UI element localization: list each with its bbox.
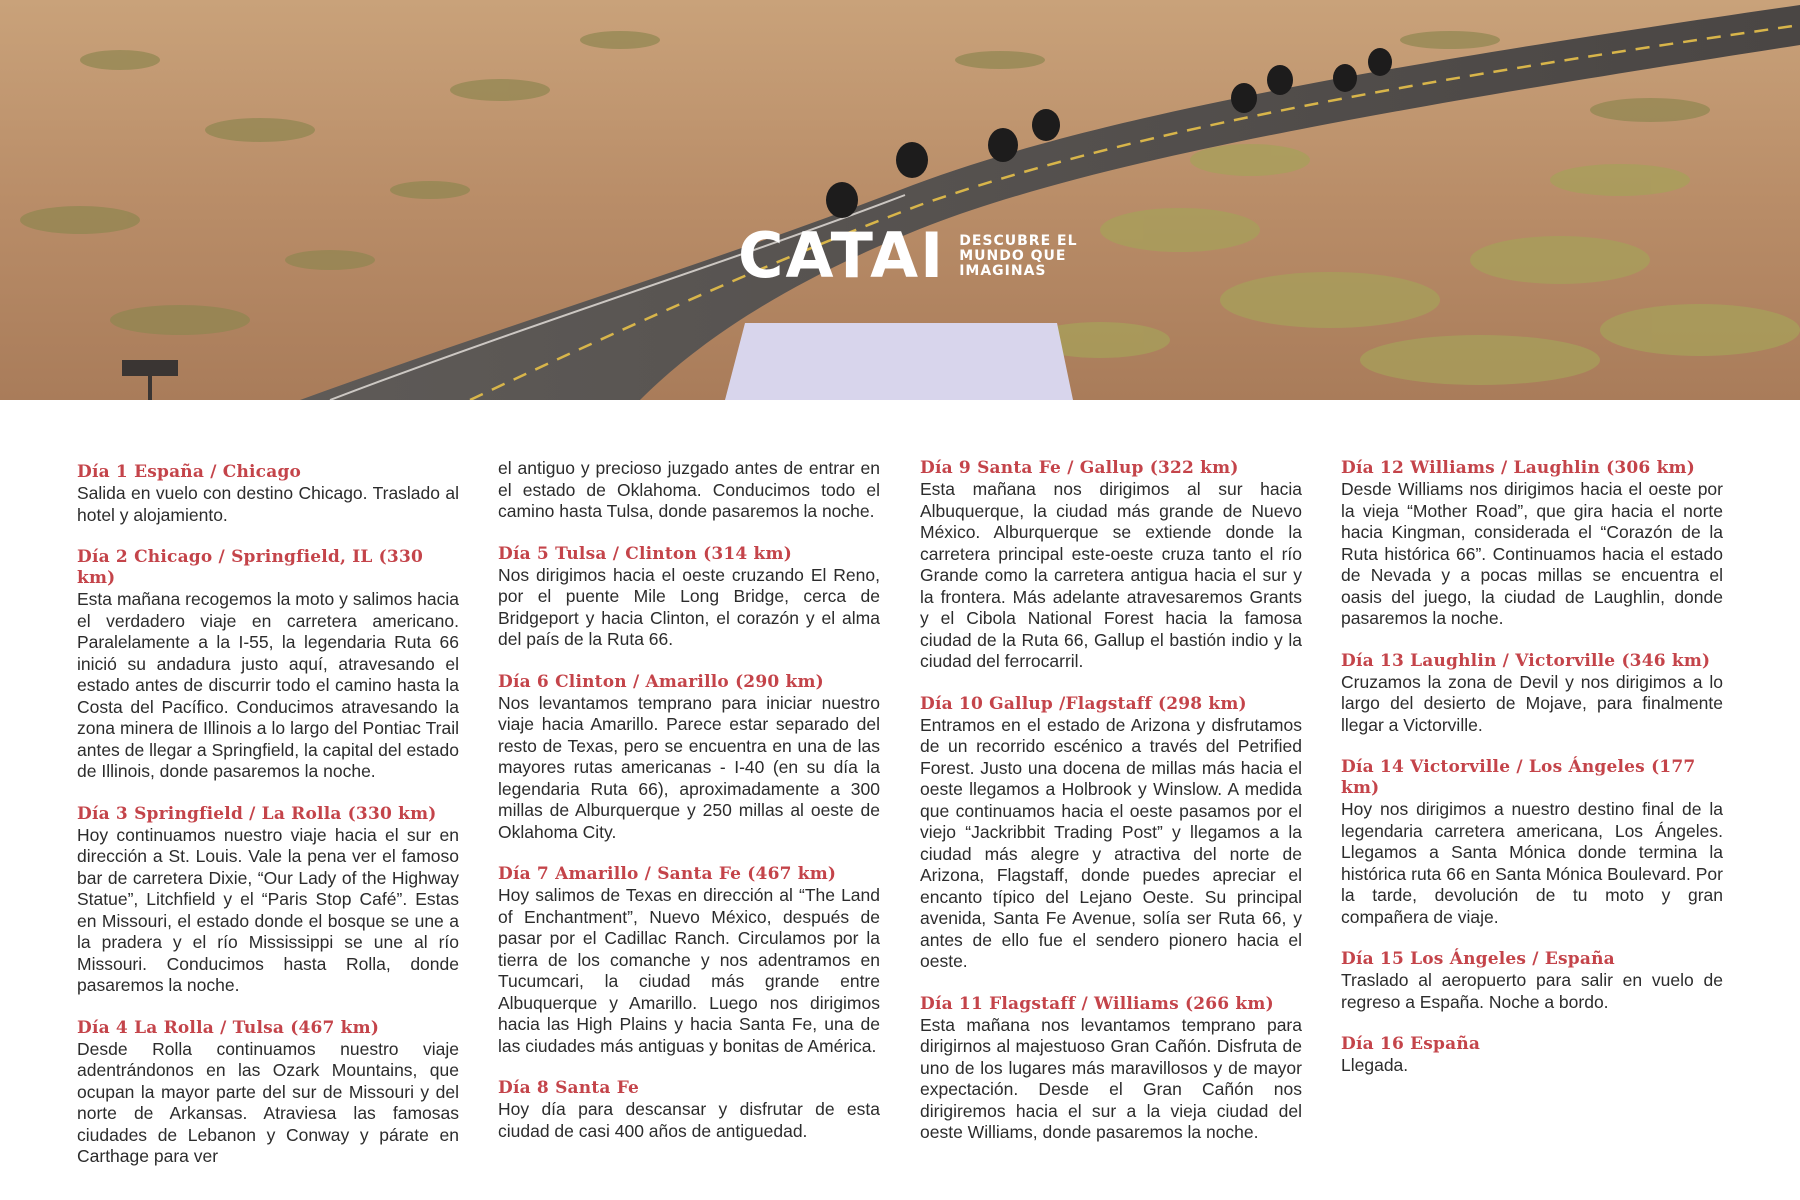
day-title: Día 12 Williams / Laughlin (306 km) (1341, 458, 1695, 478)
day-description: Desde Williams nos dirigimos hacia el oeste por la vieja “Mother Road”, que gira hacia el norte hacia Kingman, considerada el “Corazón de la Ruta histórica 66”. Continuamos hacia el estado de Nevada y a pocas millas se encuentra el oasis del juego, la ciudad de Laughlin, donde pasaremos la noche. (1341, 479, 1723, 628)
itinerary-column-4 (1341, 458, 1723, 1098)
day-entry (77, 547, 459, 783)
day-description: Desde Rolla continuamos nuestro viaje adentrándonos en las Ozark Mountains, que ocupan la mayor parte del sur de Missouri y del norte de Arkansas. Atraviesa las famosas ciudades de Lebanon y Conway y párate en Carthage para ver (77, 1038, 459, 1166)
logo-tagline (959, 234, 1089, 279)
day-description: Cruzamos la zona de Devil y nos dirigimos a lo largo del desierto de Mojave, para finalmente llegar a Victorville. (1341, 671, 1723, 735)
day-description: Hoy nos dirigimos a nuestro destino final de la legendaria carretera americana, Los Ángeles. Llegamos a Santa Mónica donde termina la histórica ruta 66 en Santa Mónica Boulevard. Por la tarde, devolución de tu moto y gran compañera de viaje. (1341, 799, 1723, 927)
day-title: Día 7 Amarillo / Santa Fe (467 km) (498, 864, 837, 884)
tagline-line-3: IMAGINAS (959, 262, 1047, 279)
day-description: Entramos en el estado de Arizona y disfrutamos de un recorrido escénico a través del Petrified Forest. Justo una docena de millas más hacia el oeste llegamos a Holbrook y Winslow. A medida que continuamos hacia el oeste pasamos por el viejo “Jackribbit Trading Post” y llegamos a la ciudad más alegre y atractiva del norte de Arizona, Flagstaff, donde puedes apreciar el encanto típico del Lejano Oeste. Su principal avenida, Santa Fe Avenue, solía ser Ruta 66, y antes de ello fue el sendero pionero hacia el oeste. (920, 714, 1302, 971)
itinerary-column-3 (920, 458, 1302, 1165)
day-entry (77, 1018, 459, 1168)
itinerary (0, 458, 1800, 1200)
day-description: Esta mañana recogemos la moto y salimos hacia el verdadero viaje en carretera americano. Paralelamente a la I-55, la legendaria Ruta 66 inició su andadura justo aquí, atravesando el estado antes de discurrir todo el camino hasta la Costa del Pacífico. Conducimos atravesando la zona minera de Illinois a lo largo del Pontiac Trail antes de llegar a Springfield, la capital del estado de Illinois, donde pasaremos la noche. (77, 589, 459, 781)
day-title: Día 5 Tulsa / Clinton (314 km) (498, 543, 792, 564)
day-description: Traslado al aeropuerto para salir en vuelo de regreso a España. Noche a bordo. (1341, 970, 1723, 1012)
tagline-line-2: MUNDO QUE (959, 247, 1067, 264)
day-title: Día 2 Chicago / Springfield, IL (330 km) (77, 547, 424, 588)
day-entry (77, 804, 459, 997)
day-title: Día 11 Flagstaff / Williams (266 km) (920, 993, 1274, 1014)
day-title: Día 13 Laughlin / Victorville (346 km) (1341, 650, 1711, 671)
day-description: Esta mañana nos dirigimos al sur hacia Albuquerque, la ciudad más grande de Nuevo México. Alburquerque se extiende donde la carretera principal este-oeste cruza tanto el río Grande como la carretera antigua hacia el sur y la frontera. Más adelante atravesaremos Grants y el Cibola National Forest hacia la famosa ciudad de la Ruta 66, Gallup el bastión indio y la ciudad del ferrocarril. (920, 479, 1302, 671)
day-description: Hoy continuamos nuestro viaje hacia el sur en dirección a St. Louis. Vale la pena ver el famoso bar de carretera Dixie, “Our Lady of the Highway Statue”, Litchfield y el “Paris Stop Café”. Estas en Missouri, el estado donde el bosque se une a la pradera y el río Mississippi se une al río Missouri. Conducimos hasta Rolla, donde pasaremos la noche. (77, 824, 459, 995)
day-description: Nos levantamos temprano para iniciar nuestro viaje hacia Amarillo. Parece estar separado del resto de Texas, pero se encuentra en una de las mayores rutas americanas - I-40 (en su día la legendaria Ruta 66), aproximadamente a 300 millas de Alburquerque y 250 millas al oeste de Oklahoma City. (498, 692, 880, 842)
day-entry (1341, 757, 1723, 928)
day-description: Hoy salimos de Texas en dirección al “The Land of Enchantment”, Nuevo México, después de pasar por el Cadillac Ranch. Circulamos por la tierra de los comanche y nos adentramos en Tucumcari, la ciudad más grande entre Albuquerque y Amarillo. Luego nos dirigimos hacia las High Plains y hacia Santa Fe, una de las ciudades más antiguas y bonitas de América. (498, 885, 880, 1056)
itinerary-column-1 (77, 462, 459, 1189)
day-title: Día 9 Santa Fe / Gallup (322 km) (920, 458, 1239, 478)
day-description: Esta mañana nos levantamos temprano para dirigirnos al majestuoso Gran Cañón. Disfruta de uno de los lugares más maravillosos y de mayor expectación. Desde el Gran Cañón nos dirigiremos hacia el sur a la vieja ciudad del oeste Williams, donde pasaremos la noche. (920, 1014, 1302, 1142)
lavender-panel (725, 323, 1073, 400)
day-description: Llegada. (1341, 1055, 1409, 1075)
day-title: Día 8 Santa Fe (498, 1078, 640, 1098)
day-title: Día 3 Springfield / La Rolla (330 km) (77, 803, 437, 824)
day-title: Día 4 La Rolla / Tulsa (467 km) (77, 1017, 380, 1038)
desert-road-illustration (0, 0, 1800, 400)
day-entry (1341, 651, 1723, 737)
day-entry (498, 864, 880, 1057)
day-title: Día 14 Victorville / Los Ángeles (177 km) (1341, 757, 1696, 798)
day-entry (920, 458, 1302, 673)
day-entry (498, 1078, 880, 1142)
day-entry (1341, 949, 1723, 1013)
itinerary-column-2 (498, 458, 880, 1163)
day-entry (920, 694, 1302, 973)
day-entry (498, 672, 880, 844)
catai-logo (738, 219, 1089, 292)
day-title: Día 16 España (1341, 1034, 1481, 1054)
day-title: Día 15 Los Ángeles / España (1341, 949, 1615, 969)
day-title: Día 10 Gallup /Flagstaff (298 km) (920, 693, 1247, 714)
day-entry (498, 544, 880, 651)
day-description: Nos dirigimos hacia el oeste cruzando El Reno, por el puente Mile Long Bridge, cerca de Bridgeport y hacia Clinton, el corazón y el alma del país de la Ruta 66. (498, 564, 880, 649)
road-sign (122, 360, 178, 376)
day-entry (920, 994, 1302, 1144)
day-4-continuation: el antiguo y precioso juzgado antes de entrar en el estado de Oklahoma. Conducimos todo el camino hasta Tulsa, donde pasaremos la noche. (498, 458, 880, 521)
day-title: Día 1 España / Chicago (77, 462, 302, 482)
logo-wordmark: CATAI (738, 219, 946, 292)
tagline-line-1: DESCUBRE EL (959, 232, 1078, 249)
day-description: Hoy día para descansar y disfrutar de esta ciudad de casi 400 años de antiguedad. (498, 1099, 880, 1141)
day-entry (77, 462, 459, 526)
day-title: Día 6 Clinton / Amarillo (290 km) (498, 671, 824, 692)
day-description: Salida en vuelo con destino Chicago. Traslado al hotel y alojamiento. (77, 483, 459, 525)
day-entry (1341, 1034, 1723, 1077)
hero-photo (0, 0, 1800, 400)
day-entry (1341, 458, 1723, 630)
